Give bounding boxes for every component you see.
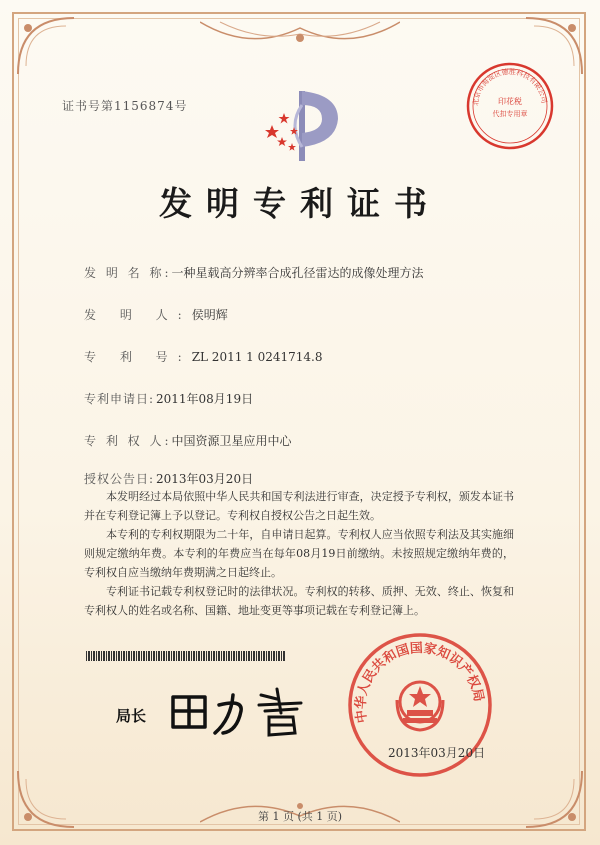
grant-date-label: 授权公告日:	[84, 472, 155, 486]
certificate-title: 发明专利证书	[159, 184, 441, 223]
certificate-body	[84, 487, 514, 620]
patent-number-label: 专 利 号:	[84, 350, 192, 364]
seal-text: 中华人民共和国国家知识产权局	[353, 641, 486, 724]
application-date-row	[84, 390, 253, 407]
page-footer: 第 1 页 (共 1 页)	[257, 810, 343, 823]
director-signature	[165, 685, 315, 740]
invention-name-label: 发 明 名 称:	[84, 266, 172, 280]
body-paragraph: 本发明经过本局依照中华人民共和国专利法进行审查，决定授予专利权，颁发本证书并在专利登记簿上予以登记。专利权自授权公告之日起生效。	[84, 490, 514, 522]
patentee-row	[84, 432, 292, 449]
barcode	[86, 651, 286, 661]
invention-name-value: 一种星载高分辨率合成孔径雷达的成像处理方法	[171, 266, 424, 280]
application-date-label: 专利申请日:	[84, 392, 155, 406]
patentee-value: 中国资源卫星应用中心	[171, 434, 292, 448]
invention-name-row	[84, 264, 424, 281]
body-paragraph: 本专利的专利权期限为二十年，自申请日起算。专利权人应当依照专利法及其实施细则规定缴纳年费。本专利的年费应当在每年08月19日前缴纳。未按照规定缴纳年费的，专利权自应当缴纳年费期满之日起终止。	[84, 528, 514, 579]
top-ornament	[200, 14, 400, 54]
patent-number-value: ZL 2011 1 0241714.8	[191, 350, 323, 364]
application-date-value: 2011年08月19日	[156, 392, 254, 406]
inventor-value: 侯明辉	[191, 308, 228, 322]
svg-text:北京市海淀区德胜科技有限公司: 北京市海淀区德胜科技有限公司	[471, 67, 549, 107]
inventor-label: 发 明 人:	[84, 308, 192, 322]
director-label: 局长	[116, 707, 147, 725]
seal-date: 2013年03月20日	[388, 746, 486, 760]
corner-ornament-top-left	[14, 14, 84, 84]
grant-date-value: 2013年03月20日	[156, 472, 254, 486]
tax-stamp-seal	[464, 60, 556, 152]
certificate-number: 证书号第1156874号	[62, 99, 188, 113]
sipo-emblem-icon	[258, 85, 340, 167]
body-paragraph: 专利证书记载专利权登记时的法律状况。专利权的转移、质押、无效、终止、恢复和专利权人的姓名或名称、国籍、地址变更等事项记载在专利登记簿上。	[84, 585, 514, 617]
svg-text:印花税: 印花税	[498, 97, 522, 106]
svg-text:代扣专用章: 代扣专用章	[492, 110, 528, 118]
grant-date-row	[84, 470, 253, 487]
patentee-label: 专 利 权 人:	[84, 434, 172, 448]
patent-number-row	[84, 348, 323, 365]
inventor-row	[84, 306, 228, 323]
